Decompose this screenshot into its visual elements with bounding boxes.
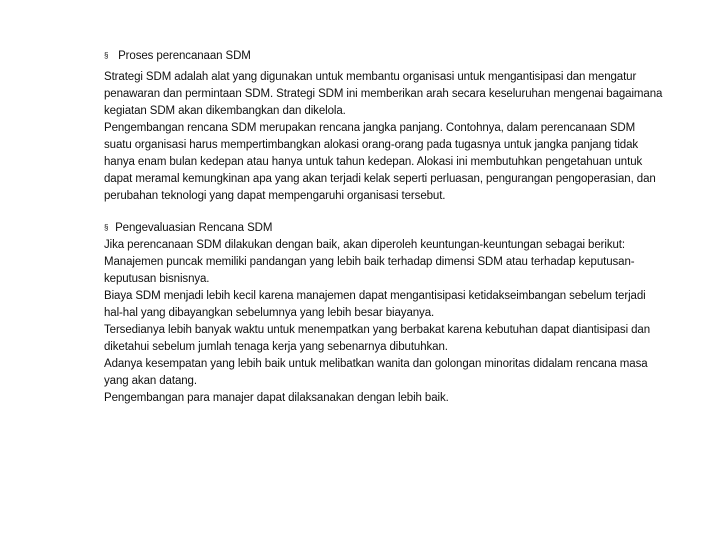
section-heading-text: Pengevaluasian Rencana SDM xyxy=(115,222,273,234)
section-proses-perencanaan xyxy=(104,47,664,205)
bullet-icon: § xyxy=(104,223,109,232)
paragraph: Biaya SDM menjadi lebih kecil karena manajemen dapat mengantisipasi ketidakseimbangan sebelum terjadi hal-hal yang dibayangkan sebelumnya yang lebih besar biayanya. xyxy=(104,290,646,319)
section-heading xyxy=(104,47,664,65)
bullet-icon: § xyxy=(104,51,109,60)
section-heading xyxy=(104,219,664,237)
paragraph: Pengembangan rencana SDM merupakan rencana jangka panjang. Contohnya, dalam perencanaan SDM suatu organisasi harus mempertimbangkan alokasi orang-orang pada tugasnya untuk jangka panjang tidak hanya enam bulan kedepan atau hanya untuk tahun kedepan. Alokasi ini membutuhkan pengetahuan untuk dapat meramal kemungkinan apa yang akan terjadi kelak seperti perluasan, pengurangan pengoperasian, dan perubahan teknologi yang dapat mempengaruhi organisasi tersebut. xyxy=(104,122,656,202)
section-heading-text: Proses perencanaan SDM xyxy=(118,50,251,62)
paragraph: Pengembangan para manajer dapat dilaksanakan dengan lebih baik. xyxy=(104,392,449,404)
paragraph: Strategi SDM adalah alat yang digunakan untuk membantu organisasi untuk mengantisipasi dan mengatur penawaran dan permintaan SDM. Strategi SDM ini memberikan arah secara keseluruhan mengenai bagaimana kegiatan SDM akan dikembangkan dan dikelola. xyxy=(104,71,663,117)
paragraph: Manajemen puncak memiliki pandangan yang lebih baik terhadap dimensi SDM atau terhadap keputusan-keputusan bisnisnya. xyxy=(104,256,635,285)
paragraph: Tersedianya lebih banyak waktu untuk menempatkan yang berbakat karena kebutuhan dapat diantisipasi dan diketahui sebelum jumlah tenaga kerja yang sebenarnya dibutuhkan. xyxy=(104,324,651,353)
section-pengevaluasian-rencana xyxy=(104,219,664,407)
paragraph: Jika perencanaan SDM dilakukan dengan baik, akan diperoleh keuntungan-keuntungan sebagai berikut: xyxy=(104,239,625,251)
slide-content xyxy=(104,47,664,407)
paragraph: Adanya kesempatan yang lebih baik untuk melibatkan wanita dan golongan minoritas didalam rencana masa yang akan datang. xyxy=(104,358,648,387)
